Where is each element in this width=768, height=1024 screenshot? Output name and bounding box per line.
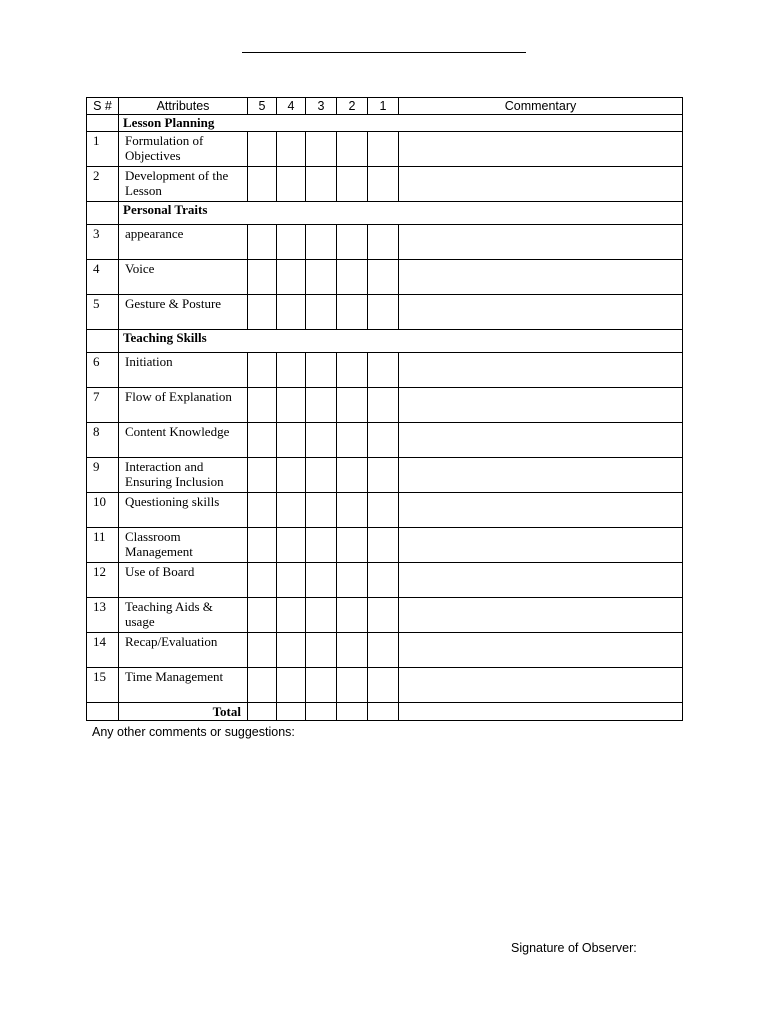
serial-number: 11: [93, 529, 106, 544]
score-4-cell[interactable]: [277, 132, 306, 167]
attribute-cell: [119, 493, 248, 528]
score-2-cell[interactable]: [337, 353, 368, 388]
serial-number-cell: [87, 295, 119, 330]
commentary-cell[interactable]: [399, 633, 683, 668]
serial-number-cell: [87, 353, 119, 388]
score-4-cell[interactable]: [277, 167, 306, 202]
score-5-cell[interactable]: [248, 458, 277, 493]
score-3-cell[interactable]: [306, 423, 337, 458]
header-commentary: Commentary: [399, 98, 683, 115]
commentary-cell[interactable]: [399, 668, 683, 703]
table-row: [87, 132, 683, 167]
commentary-cell[interactable]: [399, 563, 683, 598]
score-3-cell[interactable]: [306, 633, 337, 668]
table-row: [87, 493, 683, 528]
section-row: [87, 202, 683, 225]
attribute-cell: [119, 353, 248, 388]
score-5-cell[interactable]: [248, 260, 277, 295]
serial-number-cell: [87, 633, 119, 668]
score-3-cell[interactable]: [306, 598, 337, 633]
score-4-cell[interactable]: [277, 353, 306, 388]
score-5-cell[interactable]: [248, 528, 277, 563]
score-1-cell[interactable]: [368, 528, 399, 563]
serial-number-cell: [87, 563, 119, 598]
section-row: [87, 330, 683, 353]
header-attributes: Attributes: [119, 98, 248, 115]
table-row: [87, 167, 683, 202]
section-row: [87, 115, 683, 132]
section-blank-cell: [87, 115, 119, 132]
table-row: [87, 225, 683, 260]
score-4-cell[interactable]: [277, 225, 306, 260]
table-header-row: [87, 98, 683, 115]
score-2-cell[interactable]: [337, 668, 368, 703]
score-5-cell[interactable]: [248, 388, 277, 423]
score-3-cell[interactable]: [306, 563, 337, 598]
commentary-cell[interactable]: [399, 388, 683, 423]
commentary-cell[interactable]: [399, 458, 683, 493]
score-3-cell[interactable]: [306, 295, 337, 330]
table-row: [87, 260, 683, 295]
attribute-label: Use of Board: [125, 564, 195, 579]
serial-number-cell: [87, 598, 119, 633]
score-2-cell[interactable]: [337, 493, 368, 528]
score-3-cell[interactable]: [306, 493, 337, 528]
serial-number: 1: [93, 133, 100, 148]
attribute-cell: [119, 458, 248, 493]
attribute-cell: [119, 295, 248, 330]
table-row: [87, 295, 683, 330]
attribute-label: Questioning skills: [125, 494, 220, 509]
serial-number-cell: [87, 132, 119, 167]
score-5-cell[interactable]: [248, 353, 277, 388]
score-1-cell[interactable]: [368, 132, 399, 167]
serial-number: 10: [93, 494, 106, 509]
section-title-cell: [119, 202, 683, 225]
score-2-cell[interactable]: [337, 528, 368, 563]
commentary-cell[interactable]: [399, 493, 683, 528]
table-row: [87, 423, 683, 458]
total-score-5-cell[interactable]: [248, 703, 277, 721]
score-1-cell[interactable]: [368, 633, 399, 668]
attribute-label: Flow of Explanation: [125, 389, 232, 404]
score-2-cell[interactable]: [337, 167, 368, 202]
attribute-label: Time Management: [125, 669, 224, 684]
attribute-cell: [119, 528, 248, 563]
score-4-cell[interactable]: [277, 633, 306, 668]
serial-number: 15: [93, 669, 106, 684]
attribute-label: appearance: [125, 226, 184, 241]
serial-number-cell: [87, 493, 119, 528]
score-1-cell[interactable]: [368, 458, 399, 493]
table-row: [87, 633, 683, 668]
score-5-cell[interactable]: [248, 167, 277, 202]
commentary-cell[interactable]: [399, 423, 683, 458]
section-title: Personal Traits: [123, 202, 208, 217]
score-5-cell[interactable]: [248, 598, 277, 633]
attribute-label: Voice: [125, 261, 155, 276]
total-commentary-cell[interactable]: [399, 703, 683, 721]
score-3-cell[interactable]: [306, 225, 337, 260]
score-1-cell[interactable]: [368, 563, 399, 598]
score-4-cell[interactable]: [277, 295, 306, 330]
attribute-label: Development of the Lesson: [125, 168, 229, 198]
serial-number-cell: [87, 668, 119, 703]
score-3-cell[interactable]: [306, 260, 337, 295]
score-3-cell[interactable]: [306, 388, 337, 423]
header-score-2: 2: [337, 98, 368, 115]
score-2-cell[interactable]: [337, 225, 368, 260]
commentary-cell[interactable]: [399, 353, 683, 388]
score-4-cell[interactable]: [277, 260, 306, 295]
table-row: [87, 668, 683, 703]
score-2-cell[interactable]: [337, 598, 368, 633]
score-1-cell[interactable]: [368, 668, 399, 703]
score-2-cell[interactable]: [337, 132, 368, 167]
table-row: [87, 353, 683, 388]
total-score-2-cell[interactable]: [337, 703, 368, 721]
serial-number: 7: [93, 389, 100, 404]
score-4-cell[interactable]: [277, 528, 306, 563]
serial-number: 14: [93, 634, 106, 649]
score-2-cell[interactable]: [337, 563, 368, 598]
serial-number: 3: [93, 226, 100, 241]
score-1-cell[interactable]: [368, 353, 399, 388]
score-5-cell[interactable]: [248, 423, 277, 458]
table-row: [87, 528, 683, 563]
title-underline: [242, 52, 526, 53]
score-2-cell[interactable]: [337, 633, 368, 668]
score-3-cell[interactable]: [306, 132, 337, 167]
score-5-cell[interactable]: [248, 225, 277, 260]
table-row: [87, 458, 683, 493]
score-3-cell[interactable]: [306, 528, 337, 563]
score-3-cell[interactable]: [306, 353, 337, 388]
total-score-1-cell[interactable]: [368, 703, 399, 721]
commentary-cell[interactable]: [399, 260, 683, 295]
signature-label: Signature of Observer:: [511, 941, 637, 955]
score-1-cell[interactable]: [368, 598, 399, 633]
attribute-cell: [119, 423, 248, 458]
table-row: [87, 598, 683, 633]
header-score-1: 1: [368, 98, 399, 115]
attribute-label: Recap/Evaluation: [125, 634, 218, 649]
score-2-cell[interactable]: [337, 423, 368, 458]
serial-number-cell: [87, 528, 119, 563]
attribute-cell: [119, 633, 248, 668]
score-3-cell[interactable]: [306, 167, 337, 202]
total-label: Total: [212, 704, 241, 719]
serial-number-cell: [87, 225, 119, 260]
score-5-cell[interactable]: [248, 563, 277, 598]
attribute-label: Initiation: [125, 354, 173, 369]
attribute-cell: [119, 388, 248, 423]
attribute-cell: [119, 132, 248, 167]
commentary-cell[interactable]: [399, 167, 683, 202]
attribute-cell: [119, 563, 248, 598]
section-blank-cell: [87, 330, 119, 353]
score-3-cell[interactable]: [306, 458, 337, 493]
score-2-cell[interactable]: [337, 295, 368, 330]
serial-number: 2: [93, 168, 100, 183]
score-1-cell[interactable]: [368, 167, 399, 202]
attribute-cell: [119, 668, 248, 703]
attribute-label: Gesture & Posture: [125, 296, 222, 311]
section-title: Teaching Skills: [123, 330, 207, 345]
serial-number: 5: [93, 296, 100, 311]
section-title: Lesson Planning: [123, 115, 215, 130]
commentary-cell[interactable]: [399, 225, 683, 260]
section-blank-cell: [87, 202, 119, 225]
commentary-cell[interactable]: [399, 528, 683, 563]
attribute-label: Interaction and Ensuring Inclusion: [125, 459, 224, 489]
serial-number-cell: [87, 388, 119, 423]
total-row: [87, 703, 683, 721]
serial-number-cell: [87, 260, 119, 295]
comments-label: Any other comments or suggestions:: [92, 725, 295, 739]
table-row: [87, 563, 683, 598]
total-blank-cell: [87, 703, 119, 721]
attribute-cell: [119, 260, 248, 295]
serial-number: 13: [93, 599, 106, 614]
commentary-cell[interactable]: [399, 132, 683, 167]
evaluation-table: [86, 97, 683, 721]
serial-number-cell: [87, 167, 119, 202]
total-score-4-cell[interactable]: [277, 703, 306, 721]
score-3-cell[interactable]: [306, 668, 337, 703]
score-2-cell[interactable]: [337, 458, 368, 493]
header-serial-number: S #: [87, 98, 119, 115]
commentary-cell[interactable]: [399, 598, 683, 633]
header-score-3: 3: [306, 98, 337, 115]
score-4-cell[interactable]: [277, 563, 306, 598]
score-1-cell[interactable]: [368, 260, 399, 295]
attribute-label: Formulation of Objectives: [125, 133, 204, 163]
score-4-cell[interactable]: [277, 493, 306, 528]
total-label-cell: [119, 703, 248, 721]
attribute-label: Classroom Management: [125, 529, 193, 559]
attribute-label: Content Knowledge: [125, 424, 230, 439]
score-5-cell[interactable]: [248, 493, 277, 528]
serial-number: 8: [93, 424, 100, 439]
score-4-cell[interactable]: [277, 598, 306, 633]
total-score-3-cell[interactable]: [306, 703, 337, 721]
attribute-cell: [119, 167, 248, 202]
serial-number-cell: [87, 458, 119, 493]
score-5-cell[interactable]: [248, 633, 277, 668]
score-1-cell[interactable]: [368, 225, 399, 260]
section-title-cell: [119, 115, 683, 132]
serial-number: 9: [93, 459, 100, 474]
serial-number-cell: [87, 423, 119, 458]
score-2-cell[interactable]: [337, 260, 368, 295]
score-1-cell[interactable]: [368, 423, 399, 458]
serial-number: 6: [93, 354, 100, 369]
commentary-cell[interactable]: [399, 295, 683, 330]
score-4-cell[interactable]: [277, 388, 306, 423]
score-4-cell[interactable]: [277, 423, 306, 458]
score-5-cell[interactable]: [248, 132, 277, 167]
attribute-label: Teaching Aids & usage: [125, 599, 213, 629]
header-score-4: 4: [277, 98, 306, 115]
score-5-cell[interactable]: [248, 668, 277, 703]
header-score-5: 5: [248, 98, 277, 115]
table-row: [87, 388, 683, 423]
score-1-cell[interactable]: [368, 493, 399, 528]
score-1-cell[interactable]: [368, 295, 399, 330]
score-4-cell[interactable]: [277, 458, 306, 493]
score-4-cell[interactable]: [277, 668, 306, 703]
section-title-cell: [119, 330, 683, 353]
score-2-cell[interactable]: [337, 388, 368, 423]
attribute-cell: [119, 225, 248, 260]
attribute-cell: [119, 598, 248, 633]
score-1-cell[interactable]: [368, 388, 399, 423]
serial-number: 4: [93, 261, 100, 276]
score-5-cell[interactable]: [248, 295, 277, 330]
serial-number: 12: [93, 564, 106, 579]
